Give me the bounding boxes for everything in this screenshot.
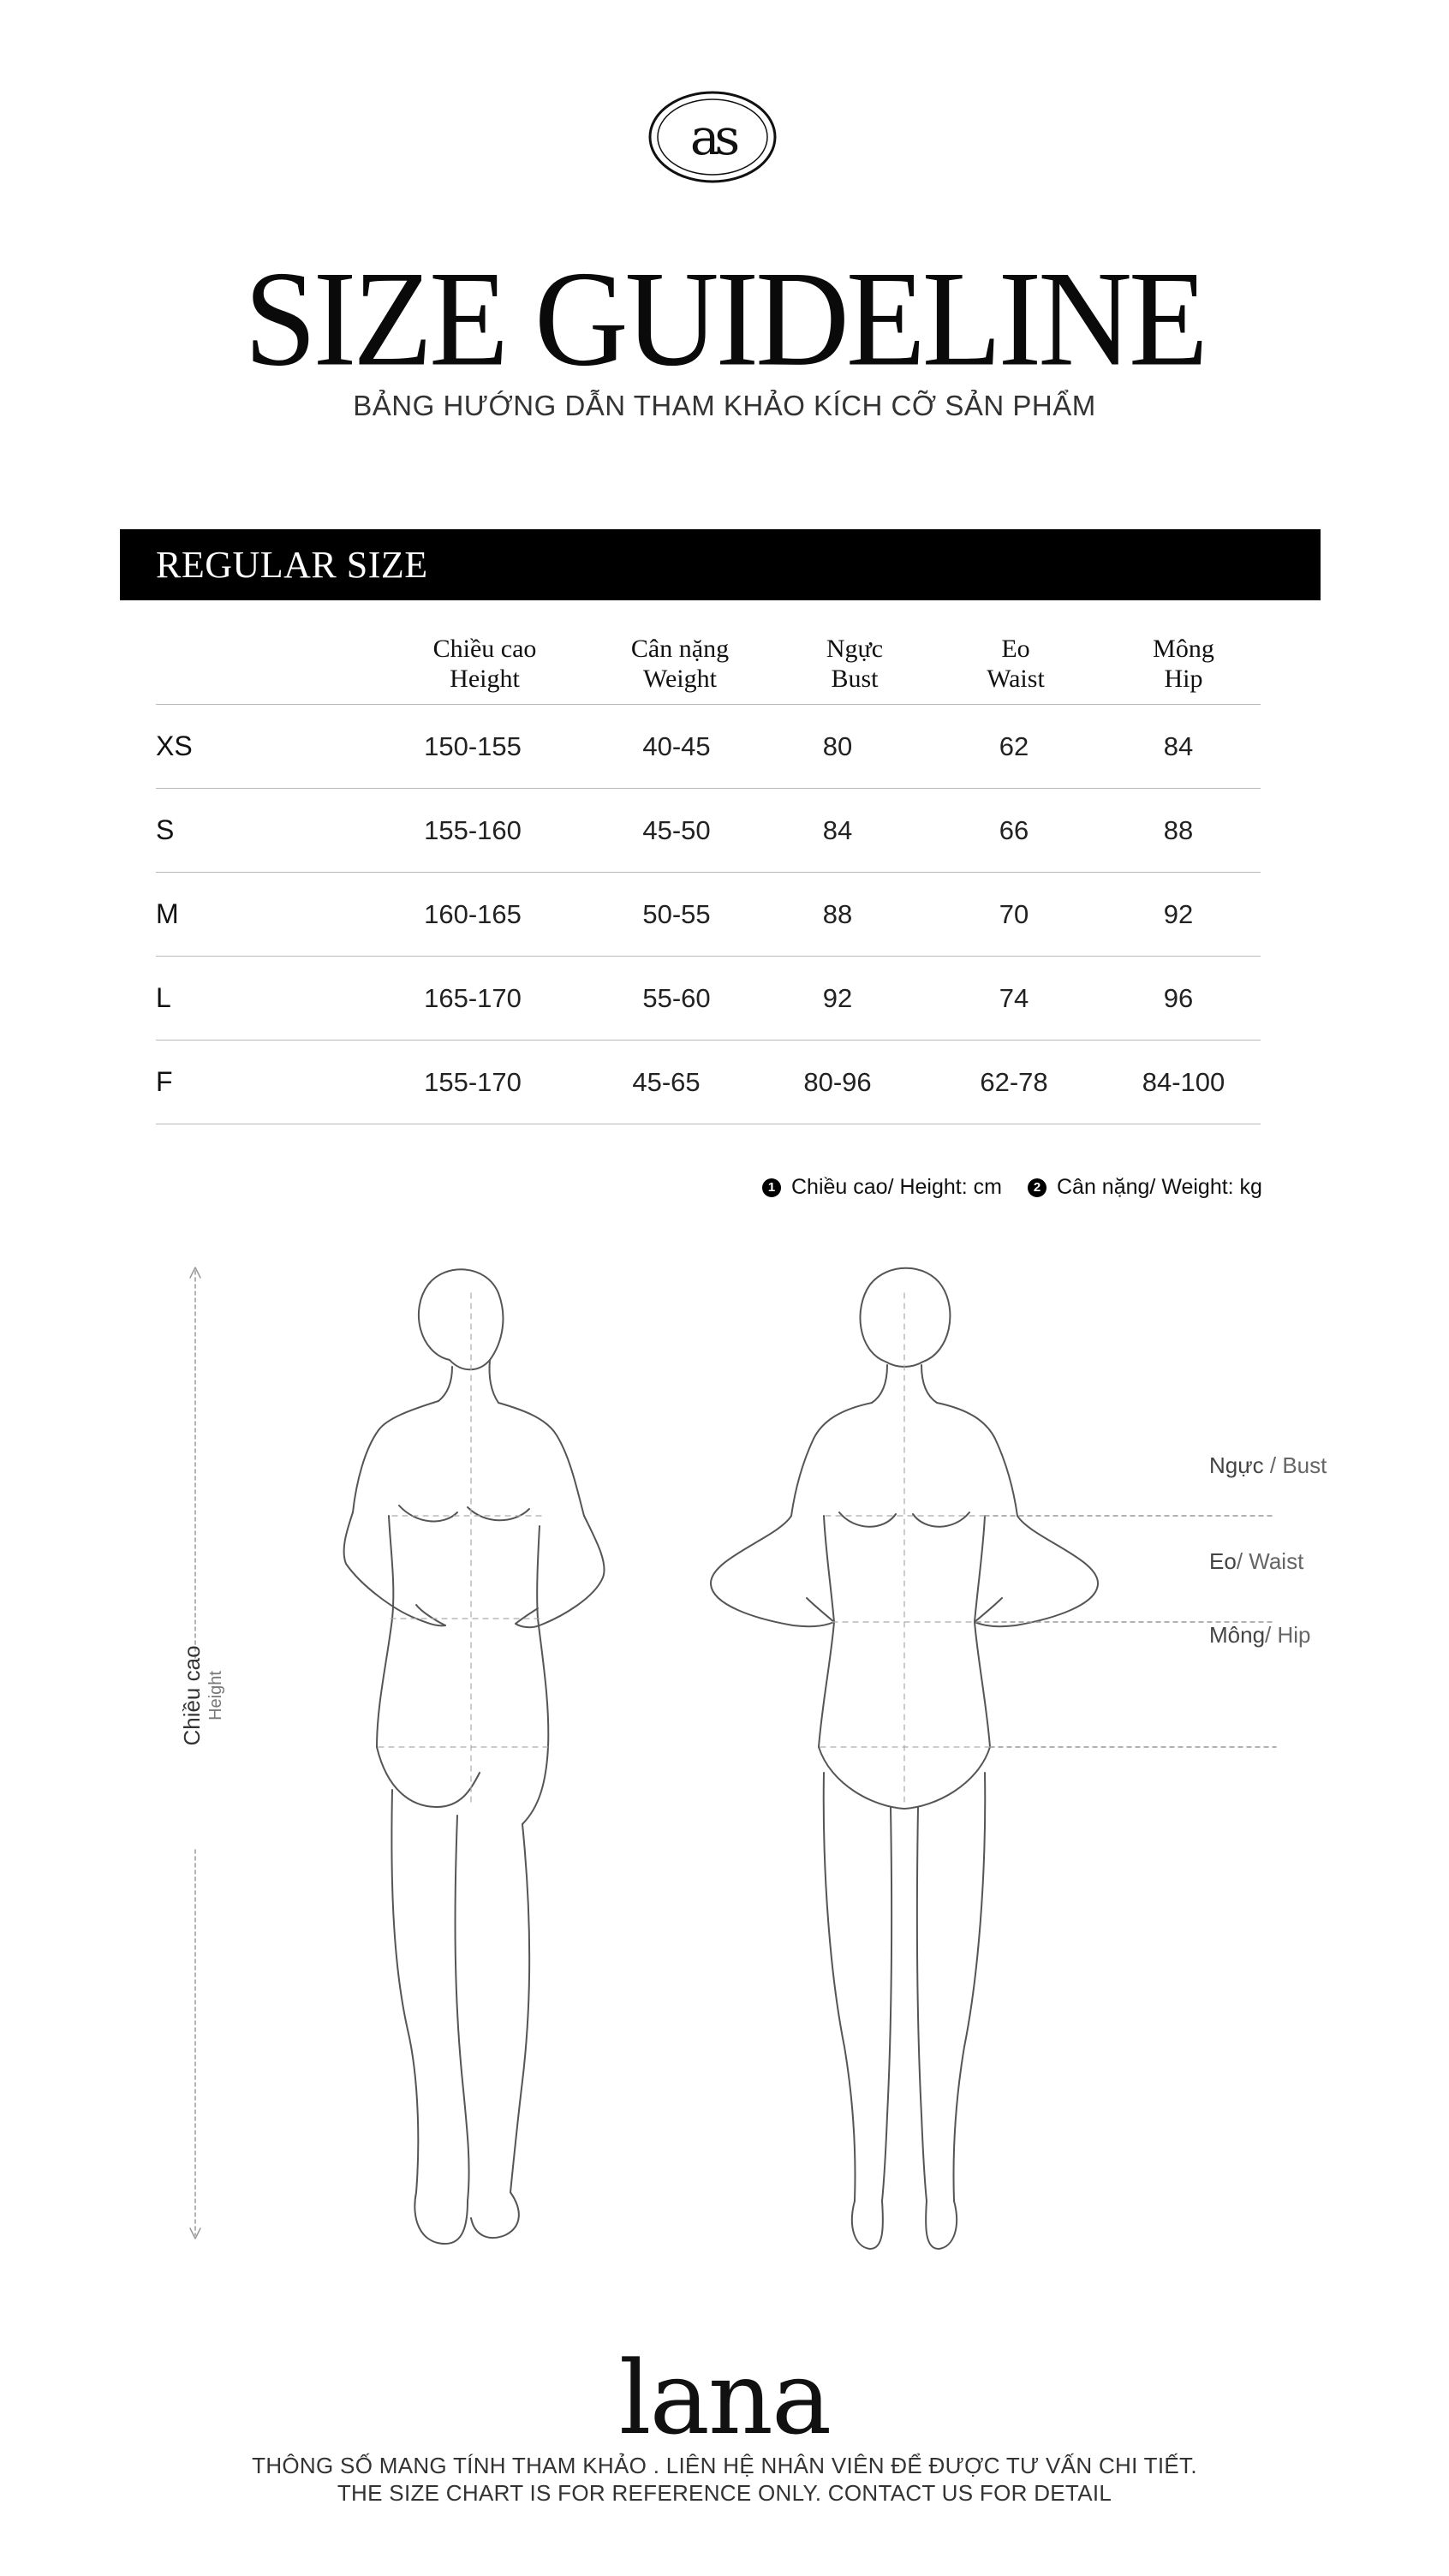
unit-note-height-text: Chiều cao/ Height: cm xyxy=(791,1175,1002,1199)
bust-label-en: / Bust xyxy=(1269,1452,1327,1478)
bust-cell: 92 xyxy=(822,983,853,1013)
height-cell: 160-165 xyxy=(424,899,522,929)
table-header xyxy=(156,634,1261,705)
bust-label-vi: Ngực xyxy=(1209,1452,1264,1478)
hip-measure-label xyxy=(1209,1622,1311,1649)
column-header-en: Hip xyxy=(1164,665,1203,693)
page-subtitle: BẢNG HƯỚNG DẪN THAM KHẢO KÍCH CỠ SẢN PHẨM xyxy=(353,390,1096,421)
column-header-waist xyxy=(930,634,1101,694)
waist-cell: 74 xyxy=(999,983,1029,1013)
weight-cell: 50-55 xyxy=(642,899,711,929)
size-label: S xyxy=(156,814,175,845)
bust-measure-label xyxy=(1209,1452,1327,1479)
hip-cell: 96 xyxy=(1163,983,1194,1013)
weight-cell: 45-50 xyxy=(642,815,711,845)
size-table xyxy=(156,634,1261,1124)
page-title: SIZE GUIDELINE xyxy=(244,242,1205,395)
section-title: REGULAR SIZE xyxy=(156,544,428,586)
hip-cell: 92 xyxy=(1163,899,1194,929)
waist-cell: 62 xyxy=(999,731,1029,761)
logo-monogram: as xyxy=(689,108,736,166)
size-label: F xyxy=(156,1066,173,1097)
table-row xyxy=(156,789,1261,873)
column-header-vi: Chiều cao xyxy=(432,635,537,663)
body-figures-illustration xyxy=(163,1259,1362,2261)
figure-front-view xyxy=(711,1268,1098,2249)
hip-label-vi: Mông xyxy=(1209,1622,1266,1648)
bust-cell: 88 xyxy=(822,899,853,929)
height-cell: 155-160 xyxy=(424,815,522,845)
table-row xyxy=(156,957,1261,1041)
weight-cell: 55-60 xyxy=(642,983,711,1013)
footer-note-en: THE SIZE CHART IS FOR REFERENCE ONLY. CONTACT US FOR DETAIL xyxy=(337,2480,1112,2506)
waist-measure-label xyxy=(1209,1548,1303,1575)
column-header-vi: Ngực xyxy=(826,635,884,663)
figure-side-view xyxy=(344,1269,605,2244)
unit-note-height xyxy=(762,1170,1002,1204)
bust-cell: 84 xyxy=(822,815,853,845)
height-label-en: Height xyxy=(206,1671,225,1720)
bust-cell: 80 xyxy=(822,731,853,761)
unit-note-weight-text: Cân nặng/ Weight: kg xyxy=(1057,1175,1262,1199)
weight-cell: 40-45 xyxy=(642,731,711,761)
column-header-weight xyxy=(594,634,766,694)
hip-cell: 88 xyxy=(1163,815,1194,845)
height-cell: 165-170 xyxy=(424,983,522,1013)
table-row xyxy=(156,705,1261,789)
height-label-vi: Chiều cao xyxy=(179,1645,205,1746)
waist-label-vi: Eo xyxy=(1209,1548,1237,1574)
column-header-en: Bust xyxy=(831,665,879,693)
note-number-badge: 2 xyxy=(1028,1178,1046,1197)
table-row xyxy=(156,1041,1261,1124)
column-header-height xyxy=(399,634,570,694)
column-header-vi: Mông xyxy=(1153,635,1214,663)
size-label: M xyxy=(156,898,179,929)
column-header-en: Height xyxy=(450,665,520,693)
column-header-vi: Eo xyxy=(1001,635,1030,663)
bust-cell: 80-96 xyxy=(803,1067,872,1097)
unit-note-weight xyxy=(1028,1170,1262,1204)
height-cell: 155-170 xyxy=(424,1067,522,1097)
hip-cell: 84 xyxy=(1163,731,1194,761)
column-header-vi: Cân nặng xyxy=(630,635,730,663)
waist-label-en: / Waist xyxy=(1236,1548,1304,1574)
weight-cell: 45-65 xyxy=(632,1067,701,1097)
hip-label-en: / Hip xyxy=(1265,1622,1311,1648)
height-cell: 150-155 xyxy=(424,731,522,761)
brand-wordmark: lana xyxy=(618,2339,831,2457)
hip-cell: 84-100 xyxy=(1142,1067,1225,1097)
column-header-en: Waist xyxy=(987,665,1045,693)
height-measure-label xyxy=(180,1584,228,1807)
column-header-en: Weight xyxy=(643,665,717,693)
size-label: L xyxy=(156,982,171,1013)
footer-note-vi: THÔNG SỐ MANG TÍNH THAM KHẢO . LIÊN HỆ NHÂN VIÊN ĐỂ ĐƯỢC TƯ VẤN CHI TIẾT. xyxy=(252,2453,1197,2478)
waist-cell: 62-78 xyxy=(980,1067,1048,1097)
table-row xyxy=(156,873,1261,957)
column-header-bust xyxy=(769,634,940,694)
section-header-bar xyxy=(120,529,1321,600)
note-number-badge: 1 xyxy=(762,1178,781,1197)
size-label: XS xyxy=(156,730,193,761)
waist-cell: 70 xyxy=(999,899,1029,929)
waist-cell: 66 xyxy=(999,815,1029,845)
column-header-hip xyxy=(1098,634,1269,694)
